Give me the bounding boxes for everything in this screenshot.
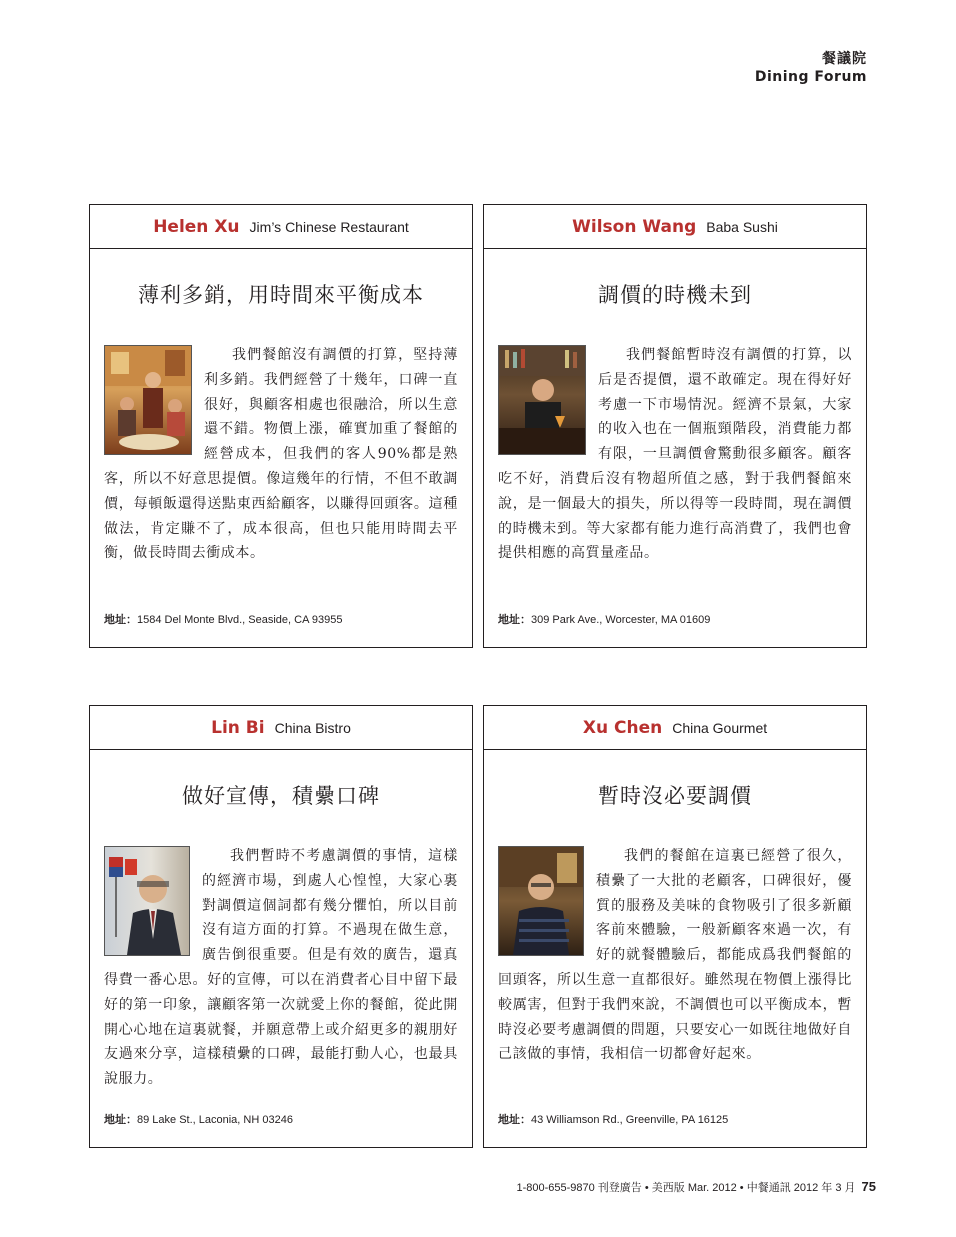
person-name: Helen Xu xyxy=(153,216,240,237)
address-text: 309 Park Ave., Worcester, MA 01609 xyxy=(531,614,711,626)
address-line xyxy=(498,1111,728,1127)
page-number: 75 xyxy=(861,1179,876,1194)
person-name: Lin Bi xyxy=(211,717,265,738)
card-header xyxy=(484,205,866,249)
restaurant-owner-photo xyxy=(498,345,586,455)
section-title-en: Dining Forum xyxy=(754,69,867,85)
card-headline: 調價的時機未到 xyxy=(598,283,752,307)
address-label: 地址： xyxy=(104,613,137,626)
interview-card-lin-bi xyxy=(89,705,473,1148)
address-label: 地址： xyxy=(104,1113,137,1126)
card-body xyxy=(104,343,458,566)
address-text: 1584 Del Monte Blvd., Seaside, CA 93955 xyxy=(137,614,343,626)
person-name: Xu Chen xyxy=(582,717,663,738)
address-line xyxy=(104,611,342,627)
section-title-cn: 餐議院 xyxy=(822,51,867,67)
address-label: 地址： xyxy=(498,613,531,626)
restaurant-name: Jim’s Chinese Restaurant xyxy=(249,218,409,235)
card-headline: 暫時沒必要調價 xyxy=(598,784,752,808)
restaurant-owner-photo xyxy=(498,846,584,956)
card-header xyxy=(90,706,472,750)
restaurant-name: China Gourmet xyxy=(672,719,768,736)
restaurant-owner-photo xyxy=(104,846,190,956)
address-line xyxy=(104,1111,293,1127)
card-body-text: 我們餐館暫時沒有調價的打算，以后是否提價，還不敢確定。現在得好好考慮一下市場情況。經濟不景氣，大家的收入也在一個瓶頸階段，消費能力都有限，一旦調價會驚動很多顧客。顧客吃不好，消費后沒有物超所值之感，對于我們餐館來說，是一個最大的損失，所以得等一段時間，現在調價的時機未到。等大家都有能力進行高消費了，我們也會提供相應的高質量產品。 xyxy=(498,347,852,562)
restaurant-name: China Bistro xyxy=(274,719,351,736)
restaurant-name: Baba Sushi xyxy=(706,218,778,235)
interview-card-helen-xu xyxy=(89,204,473,648)
address-text: 89 Lake St., Laconia, NH 03246 xyxy=(137,1114,293,1126)
restaurant-owner-photo xyxy=(104,345,192,455)
card-header xyxy=(90,205,472,249)
card-body-text: 我們暫時不考慮調價的事情，這樣的經濟市場，到處人心惶惶，大家心裏對調價這個詞都有幾分懼怕，所以目前沒有這方面的打算。不過現在做生意，廣告倒很重要。但是有效的廣告，還真得費一番心思。好的宣傳，可以在消費者心目中留下最好的第一印象，讓顧客第一次就愛上你的餐館，從此開開心心地在這裏就餐，并願意帶上或介紹更多的親朋好友過來分享，這樣積纍的口碑，最能打動人心，也最具說服力。 xyxy=(104,848,458,1088)
person-name: Wilson Wang xyxy=(572,216,697,237)
card-header xyxy=(484,706,866,750)
interview-card-wilson-wang xyxy=(483,204,867,648)
address-text: 43 Williamson Rd., Greenville, PA 16125 xyxy=(531,1114,729,1126)
section-header xyxy=(755,50,867,86)
address-label: 地址： xyxy=(498,1113,531,1126)
card-headline: 做好宣傳，積纍口碑 xyxy=(182,784,380,808)
card-headline: 薄利多銷，用時間來平衡成本 xyxy=(138,283,424,307)
card-body-text: 我們餐館沒有調價的打算，堅持薄利多銷。我們經營了十幾年，口碑一直很好，與顧客相處也很融洽，所以生意還不錯。物價上漲，確實加重了餐館的經營成本，但我們的客人90%都是熟客，所以不好意思提價。像這幾年的行情，不但不敢調價，每頓飯還得送點東西給顧客，以賺得回頭客。這種做法，肯定賺不了，成本很高，但也只能用時間去平衡，做長時間去衝成本。 xyxy=(104,347,458,562)
card-body xyxy=(104,844,458,1092)
address-line xyxy=(498,611,710,627)
interview-card-xu-chen xyxy=(483,705,867,1148)
card-body xyxy=(498,343,852,566)
footer-text: 1-800-655-9870 刊登廣告 • 美西版 Mar. 2012 • 中餐通訊 2012 年 3 月 xyxy=(516,1182,856,1194)
page-footer xyxy=(516,1179,876,1195)
card-body xyxy=(498,844,852,1067)
card-body-text: 我們的餐館在這裏已經營了很久，積纍了一大批的老顧客，口碑很好，優質的服務及美味的食物吸引了很多新顧客前來體驗，一般新顧客來過一次，有好的就餐體驗后，都能成爲我們餐館的回頭客，所以生意一直都很好。雖然現在物價上漲得比較厲害，但對于我們來說，不調價也可以平衡成本，暫時沒必要考慮調價的問題，只要安心一如既往地做好自己該做的事情，我相信一切都會好起來。 xyxy=(498,848,852,1063)
